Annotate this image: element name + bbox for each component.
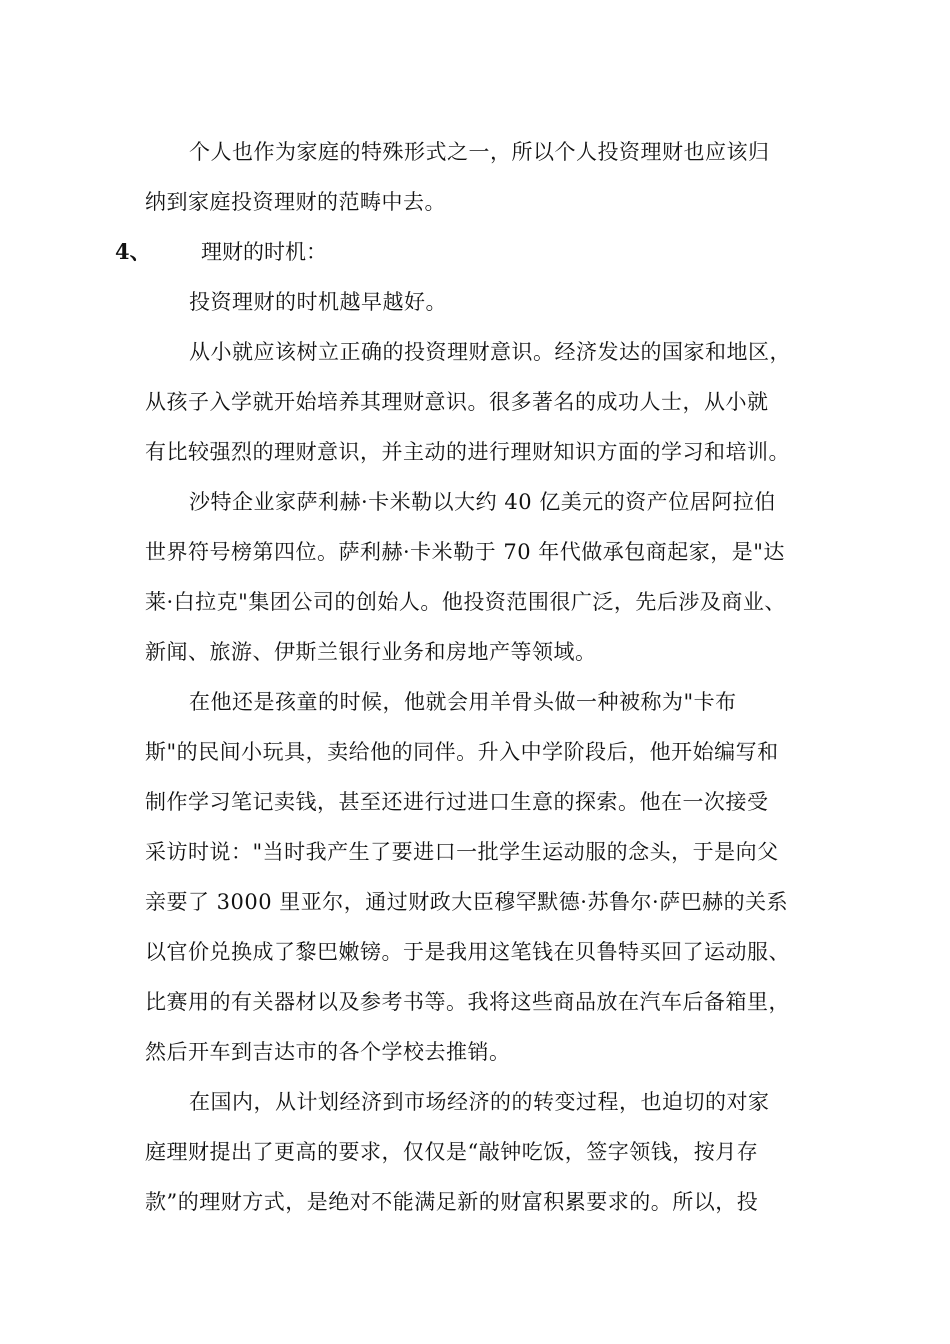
paragraph-line: 纳到家庭投资理财的范畴中去。 xyxy=(145,190,446,214)
paragraph-line: 世界符号榜第四位。萨利赫·卡米勒于 70 年代做承包商起家，是"达 xyxy=(145,540,785,564)
paragraph-line: 从小就应该树立正确的投资理财意识。经济发达的国家和地区， xyxy=(189,340,791,364)
paragraph-line: 从孩子入学就开始培养其理财意识。很多著名的成功人士，从小就 xyxy=(145,390,769,414)
paragraph-line: 制作学习笔记卖钱，甚至还进行过进口生意的探索。他在一次接受 xyxy=(145,790,769,814)
paragraph-line: 亲要了 3000 里亚尔，通过财政大臣穆罕默德·苏鲁尔·萨巴赫的关系 xyxy=(145,890,789,914)
paragraph-line: 以官价兑换成了黎巴嫩镑。于是我用这笔钱在贝鲁特买回了运动服、 xyxy=(145,940,790,964)
paragraph-line: 在他还是孩童的时候，他就会用羊骨头做一种被称为"卡布 xyxy=(189,690,737,714)
paragraph-line: 在国内，从计划经济到市场经济的的转变过程，也迫切的对家 xyxy=(189,1090,770,1114)
paragraph-line: 莱·白拉克"集团公司的创始人。他投资范围很广泛，先后涉及商业、 xyxy=(145,590,786,614)
paragraph-line: 新闻、旅游、伊斯兰银行业务和房地产等领域。 xyxy=(145,640,597,664)
section-number: 4、 xyxy=(115,239,151,264)
paragraph-line: 有比较强烈的理财意识，并主动的进行理财知识方面的学习和培训。 xyxy=(145,440,790,464)
paragraph-line: 庭理财提出了更高的要求，仅仅是“敲钟吃饭，签字领钱，按月存 xyxy=(145,1140,759,1164)
paragraph-line: 个人也作为家庭的特殊形式之一，所以个人投资理财也应该归 xyxy=(189,140,770,164)
paragraph-line: 沙特企业家萨利赫·卡米勒以大约 40 亿美元的资产位居阿拉伯 xyxy=(189,490,776,514)
paragraph-line: 款”的理财方式，是绝对不能满足新的财富积累要求的。所以，投 xyxy=(145,1190,759,1214)
paragraph-line: 采访时说："当时我产生了要进口一批学生运动服的念头，于是向父 xyxy=(145,840,779,864)
paragraph-line: 斯"的民间小玩具，卖给他的同伴。升入中学阶段后，他开始编写和 xyxy=(145,740,779,764)
paragraph-line: 投资理财的时机越早越好。 xyxy=(189,290,447,314)
paragraph-line: 比赛用的有关器材以及参考书等。我将这些商品放在汽车后备箱里， xyxy=(145,990,790,1014)
section-heading: 理财的时机： xyxy=(201,240,327,264)
paragraph-line: 然后开车到吉达市的各个学校去推销。 xyxy=(145,1040,511,1064)
